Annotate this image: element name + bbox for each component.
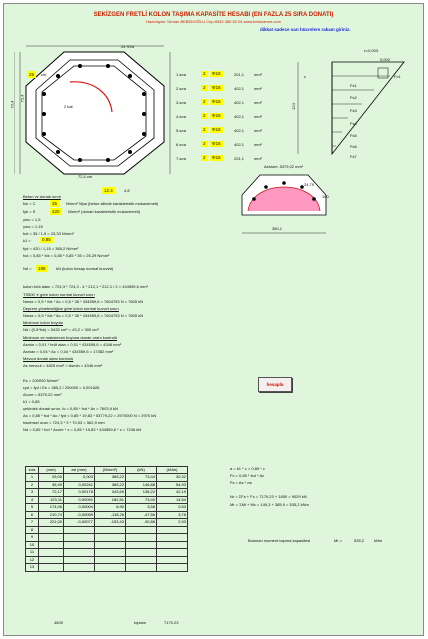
col-header: (mm)	[39, 467, 64, 474]
nd-unit: kN (kolon hesap normal kuvveti)	[56, 266, 114, 271]
bottom-side-input[interactable]: 12,4	[104, 188, 113, 193]
fyk-unit: N/mm² (donatı karakteristik mukavemeti)	[68, 209, 141, 214]
force-label: Fc1	[394, 74, 401, 79]
gamma-ms: γms = 1,15	[23, 224, 43, 229]
row-area: 402,1	[234, 128, 245, 133]
cell	[157, 564, 188, 572]
mr-unit: kNm	[374, 538, 383, 543]
calc-line: Asmax = 0,04 * Ac = 0,04 * 434559,6 = 17382 mm²	[23, 349, 114, 354]
cell: 13	[26, 564, 39, 572]
cell: 12	[26, 556, 39, 564]
row-unit: mm²	[254, 100, 262, 105]
cell: 0,00004	[64, 504, 95, 512]
cell: 54,93	[157, 481, 188, 489]
calc-line: Deprem yönetmeliğine göre kolon normal kuvvet sınırı	[23, 306, 119, 311]
cell: 0,00241	[64, 481, 95, 489]
fck-unit: N/mm² Mpa (beton silindir karakteristik mukavemeti)	[66, 201, 159, 206]
calc-line: As = 0,85 * fcd * Ac / fyd = 0,85 * 19,83 * 53779,22 = 2970000 N = 2970 kN	[23, 413, 157, 418]
force-label: Fs6	[350, 144, 357, 149]
calc-line: TS500 'e göre kolon normal kuvvet sınırı	[23, 292, 95, 297]
ring-label: 2 kat	[64, 104, 73, 109]
cell	[64, 549, 95, 557]
row-area: 402,1	[234, 100, 245, 105]
side-length-unit: cm	[41, 72, 47, 77]
row-count-input[interactable]: 2	[203, 99, 206, 104]
bottom-side-unit: 4,8	[124, 188, 130, 193]
cell: 146,88	[126, 481, 157, 489]
cell: 14,64	[157, 496, 188, 504]
cell	[95, 526, 126, 534]
cell: 365,22	[95, 481, 126, 489]
core-bottom-dim: 380,1	[272, 226, 283, 231]
calc-line: Minimum kolon boyutu	[23, 320, 64, 325]
row-phi-input[interactable]: Φ16	[212, 113, 221, 118]
worksheet	[3, 3, 424, 636]
row-phi-input[interactable]: Φ16	[212, 141, 221, 146]
left-dimension: 72,4	[9, 100, 15, 109]
row-count-input[interactable]: 2	[203, 141, 206, 146]
total-value: 7179,23	[164, 620, 179, 625]
core-section-drawing	[236, 167, 332, 239]
cell: 365,22	[95, 474, 126, 482]
force-label: Fs7	[350, 154, 357, 159]
cell	[126, 526, 157, 534]
cell: 5	[26, 504, 39, 512]
result-line: Mr = ΣMi + Mc = 149,3 + 385,9 = 535,2 kNm	[230, 502, 309, 507]
cell	[95, 541, 126, 549]
fcd-line: fcd = 35 / 1,5 = 23,33 N/mm²	[23, 231, 74, 236]
k1-value[interactable]: 0,85	[42, 237, 51, 242]
fyd-line: fyd = 420 / 1,15 = 365,2 N/mm²	[23, 246, 79, 251]
cell: 8,90	[95, 504, 126, 512]
cell: 9	[26, 534, 39, 542]
cell	[64, 526, 95, 534]
result-line: a = k1 * c = 0,85 * c	[230, 466, 265, 471]
core-height-dim: 160	[322, 194, 329, 199]
calc-line: Minimum ve maksimum boyuna donatı oranı kontrolü	[23, 335, 118, 340]
strain-c: c	[304, 74, 306, 79]
cell: 182,51	[95, 496, 126, 504]
col-header: (kN)	[126, 467, 157, 474]
row-count-input[interactable]: 2	[203, 71, 206, 76]
cell	[39, 541, 64, 549]
cell: -0,00059	[64, 511, 95, 519]
table-row	[26, 534, 188, 542]
cell: 0,00178	[64, 489, 95, 497]
yellow-cell-note: dikkat sadece sarı hücrelere rakam giriniz.	[260, 27, 351, 32]
calc-line: As mevcut = 4825 mm² > Asmin = 4346 mm²	[23, 363, 103, 368]
row-area: 201,1	[234, 72, 245, 77]
cell	[95, 549, 126, 557]
cell: -30,86	[126, 519, 157, 527]
table-row	[26, 504, 188, 512]
row-unit: mm²	[254, 86, 262, 91]
strain-eps-2: 0,002	[380, 57, 391, 62]
col-header: εsi (mm)	[64, 467, 95, 474]
cell: 0,53	[157, 504, 188, 512]
cell: 72,17	[39, 489, 64, 497]
table-header-row	[26, 467, 188, 474]
row-label: 4.sıra	[176, 114, 187, 119]
row-phi-input[interactable]: Φ16	[212, 155, 221, 160]
calc-line: Nmax = 0,5 * fck * Ac = 0,5 * 35 * 434559,6 = 7604793 N = 7605 kN	[23, 313, 144, 318]
cell	[95, 534, 126, 542]
row-count-input[interactable]: 2	[203, 85, 206, 90]
bar-arrangement-label: 24 Φ16	[121, 44, 135, 49]
table-row	[26, 511, 188, 519]
cell	[126, 541, 157, 549]
calc-line: Nmax = 0,5 * fck * Ac = 0,5 * 35 * 434559,6 = 7604793 N = 7605 kN	[23, 299, 144, 304]
calc-line: εyd = fyd / Es = 365,2 / 200000 = 0,001826	[23, 385, 100, 390]
cell	[157, 541, 188, 549]
result-label: Bulunan moment taşıma kapasitesi	[248, 538, 311, 543]
cell: 343,69	[95, 489, 126, 497]
row-phi-input[interactable]: Φ16	[212, 85, 221, 90]
cell	[39, 564, 64, 572]
cell: 210,74	[39, 511, 64, 519]
cell	[39, 534, 64, 542]
materials-header: Beton ve donatı sınıfı	[23, 194, 61, 199]
calc-line: çekirdek donatı sınırı, fc = 0,85 * fcd * Ac = 7603,9 kN	[23, 406, 118, 411]
row-count-input[interactable]: 2	[203, 155, 206, 160]
cell: -47,56	[126, 511, 157, 519]
row-label: 1.sıra	[176, 72, 187, 77]
cell	[95, 564, 126, 572]
cell: 10	[26, 541, 39, 549]
cell: 11	[26, 549, 39, 557]
cell: 35,49	[39, 481, 64, 489]
force-label: Fs5	[350, 133, 357, 138]
calc-line: hacimsel oran = 724,3 * 3 * 70,03 = 562,9 mm	[23, 420, 105, 425]
cell: 2,93	[157, 519, 188, 527]
row-unit: mm²	[254, 128, 262, 133]
mr-value: 535,2	[354, 538, 365, 543]
results-table	[25, 466, 188, 572]
cell: 2	[26, 481, 39, 489]
cell	[64, 556, 95, 564]
row-count-input[interactable]: 2	[203, 127, 206, 132]
calc-line: k1 = 0,85	[23, 399, 40, 404]
calc-line: Es = 200000 N/mm²	[23, 378, 59, 383]
cell	[64, 541, 95, 549]
cell	[157, 534, 188, 542]
nd-input[interactable]: 185	[38, 266, 46, 271]
strain-left-dim: 124	[290, 103, 296, 110]
cell: 25,00	[39, 474, 64, 482]
cell	[157, 526, 188, 534]
table-row	[26, 481, 188, 489]
calc-line: Mevcut donatı alanı kontrolü	[23, 356, 74, 361]
fck-input[interactable]: 35	[52, 201, 58, 206]
cell: 0,003	[64, 474, 95, 482]
author-line: Hazırlayan: Ümran BEBEKOĞLU Cep:0532 380 62 04 www.betonarme.com	[146, 19, 281, 24]
col-header: (kNm)	[157, 467, 188, 474]
force-label: Fs2	[350, 95, 357, 100]
calculate-button[interactable]: hesapla	[258, 377, 292, 392]
cell	[157, 549, 188, 557]
row-label: 6.sıra	[176, 142, 187, 147]
gamma-mc: γmc = 1,5	[23, 217, 41, 222]
row-unit: mm²	[254, 142, 262, 147]
calc-line: Acore = 5379,22 mm²	[23, 392, 62, 397]
force-label: Fs3	[350, 108, 357, 113]
left-dimension-2: 72,4	[19, 94, 25, 103]
cell: 7	[26, 519, 39, 527]
cell	[39, 556, 64, 564]
table-row	[26, 526, 188, 534]
cell: 6	[26, 511, 39, 519]
cell: 73,44	[126, 474, 157, 482]
cell: -0,00077	[64, 519, 95, 527]
cell	[126, 549, 157, 557]
table-row	[26, 519, 188, 527]
force-label: Fs4	[350, 121, 357, 126]
cell	[64, 534, 95, 542]
calc-line: Asmin = 0,01 * brüt alan = 0,01 * 434559,6 = 4346 mm²	[23, 342, 122, 347]
fyk-label: fyk = S	[23, 209, 36, 214]
cell	[39, 526, 64, 534]
cell	[126, 556, 157, 564]
fck-label: fck = C	[23, 201, 36, 206]
cell: 174,06	[39, 504, 64, 512]
row-count-input[interactable]: 2	[203, 113, 206, 118]
row-phi-input[interactable]: Φ16	[212, 99, 221, 104]
row-label: 5.sıra	[176, 128, 187, 133]
side-length-input[interactable]: 25	[29, 72, 35, 77]
row-phi-input[interactable]: Φ16	[212, 127, 221, 132]
table-row	[26, 564, 188, 572]
cell: 0,00091	[64, 496, 95, 504]
cell: 3,76	[157, 511, 188, 519]
cell	[157, 556, 188, 564]
table-row	[26, 549, 188, 557]
row-unit: mm²	[254, 72, 262, 77]
cell: 73,40	[126, 496, 157, 504]
core-right-dim: 24,79	[304, 182, 315, 187]
cell: 4	[26, 496, 39, 504]
bottom-dimension: 72,4 cm	[78, 174, 93, 179]
as-total: 4825	[54, 620, 63, 625]
row-phi-input[interactable]: Φ16	[212, 71, 221, 76]
cell: 3,58	[126, 504, 157, 512]
cell: 8	[26, 526, 39, 534]
calc-line: kolon brüt alanı = 724,3 * 724,3 - 4 * 212,1 * 212,1 / 2 = 434559,6 mm²	[23, 284, 148, 289]
cell: 1	[26, 474, 39, 482]
cell	[39, 549, 64, 557]
total-label: toplam	[134, 620, 147, 625]
ecu-line: fcd = 0,85 * fck = 0,85 * 0,85 * 35 = 25,29 N/mm²	[23, 253, 110, 258]
col-header: (N/mm²)	[95, 467, 126, 474]
cell: 30,32	[157, 474, 188, 482]
cell	[64, 564, 95, 572]
cell: 221,00	[39, 519, 64, 527]
cell: -118,26	[95, 511, 126, 519]
strain-eps-cu: ε=0,003	[364, 48, 379, 53]
row-label: 2.sıra	[176, 86, 187, 91]
nd-label: Nd =	[23, 266, 32, 271]
row-area: 402,1	[234, 86, 245, 91]
table-row	[26, 489, 188, 497]
row-area: 201,1	[234, 156, 245, 161]
cell: 123,11	[39, 496, 64, 504]
result-line: Fs = As * σs	[230, 480, 252, 485]
core-area-label: Aeksen: 5379,22 mm²	[264, 164, 304, 169]
sheet-title: SEKİZGEN FRETLİ KOLON TAŞIMA KAPASİTE HESABI (EN FAZLA 25 SIRA DONATI)	[93, 12, 334, 18]
table-row	[26, 556, 188, 564]
fyk-input[interactable]: 420	[52, 209, 60, 214]
cell: 42,19	[157, 489, 188, 497]
k1-label: k1 =	[23, 238, 31, 243]
octagon-section-drawing	[14, 42, 187, 182]
row-unit: mm²	[254, 156, 262, 161]
col-header: sıra	[26, 467, 39, 474]
cell: 3	[26, 489, 39, 497]
cell	[95, 556, 126, 564]
row-area: 402,1	[234, 114, 245, 119]
table-row	[26, 541, 188, 549]
row-unit: mm²	[254, 114, 262, 119]
cell	[126, 564, 157, 572]
row-label: 7.sıra	[176, 156, 187, 161]
table-row	[26, 496, 188, 504]
row-area: 402,1	[234, 142, 245, 147]
cell: -153,43	[95, 519, 126, 527]
row-label: 3.sıra	[176, 100, 187, 105]
calc-line: Nd = 0,85 * fcd * Acore * x = 0,85 * 19,83 * 434559,6 * x = 7246 kN	[23, 427, 142, 432]
result-line: Nr = ΣFs + Fc = 7179,23 + 1850 = 9029 kN	[230, 494, 307, 499]
result-line: Fc = 0,85 * fcd * Ac	[230, 473, 265, 478]
mr-label: Mr =	[334, 538, 343, 543]
force-label: Fs1	[350, 83, 357, 88]
table-row	[26, 474, 188, 482]
cell: 138,22	[126, 489, 157, 497]
calc-line: Nd / (0,5*fck) = 5432 cm² = 43,2 > 300 cm²	[23, 327, 99, 332]
cell	[126, 534, 157, 542]
